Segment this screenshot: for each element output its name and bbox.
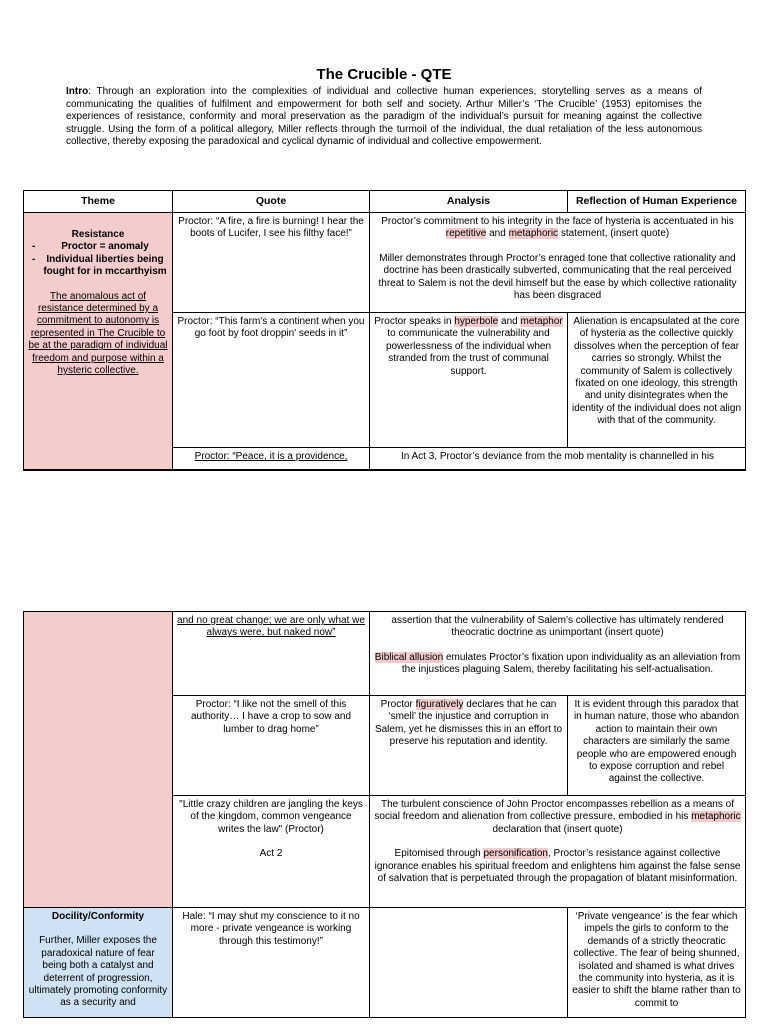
table-row	[24, 612, 746, 696]
table-row	[24, 908, 746, 1018]
theme-bullets	[28, 241, 168, 278]
intro-label: Intro	[66, 86, 89, 97]
highlighted-term: figuratively	[415, 699, 464, 710]
analysis-cell	[370, 612, 746, 696]
theme-cell-resistance	[24, 213, 173, 470]
theme-bullet: - Proctor = anomaly	[28, 241, 168, 253]
quote-cell: Proctor: “I like not the smell of this authority… I have a crop to sow and lumber to drag home”	[173, 696, 370, 796]
header-quote: Quote	[173, 191, 370, 213]
analysis-paragraph: assertion that the vulnerability of Salem’s collective has ultimately rendered theocratic doctrine as unimportant (insert quote)	[391, 615, 724, 639]
header-analysis: Analysis	[370, 191, 568, 213]
reflection-cell: ‘Private vengeance’ is the fear which impels the girls to conform to the demands of a strictly theocratic collective. The fear of being shunned, isolated and shamed is what drives the community into hysteria, as it is easier to shift the blame rather than to commit to	[568, 908, 746, 1018]
highlighted-term: metaphoric	[691, 811, 741, 823]
quote-cell: and no great change; we are only what we always were, but naked now”	[173, 612, 370, 696]
theme-cell-resistance-continued	[24, 612, 173, 908]
analysis-cell: Proctor figuratively declares that he can ‘smell’ the injustice and corruption in Salem, yet he dismisses this in an effort to preserve his reputation and identity.	[370, 696, 568, 796]
quote-cell: Proctor: “Peace, it is a providence,	[173, 448, 370, 470]
analysis-paragraph: Miller demonstrates through Proctor’s enraged tone that collective rationality and doctrine has been drastically subverted, communicating that the real perceived threat to Salem is not the devil himself but the ease by which collective rationality has been disgraced	[378, 252, 737, 302]
header-reflection: Reflection of Human Experience	[568, 191, 746, 213]
theme-title-docility: Docility/Conformity	[51, 911, 145, 922]
highlighted-term: repetitive	[445, 228, 487, 240]
reflection-cell: It is evident through this paradox that in human nature, those who abandon action to maintain their own characters are similarly the same people who are empowered enough to expose corruption and rebel against the collective.	[568, 696, 746, 796]
analysis-paragraph: Proctor’s commitment to his integrity in the face of hysteria is accentuated in his repetitive and metaphoric statement, (insert quote)	[381, 216, 734, 240]
analysis-paragraph: Biblical allusion emulates Proctor’s fixation upon individuality as an alleviation from the injustices plaguing Salem, thereby facilitating his self-actualisation.	[374, 651, 741, 676]
theme-cell-docility	[24, 908, 173, 1018]
theme-title-resistance: Resistance	[71, 229, 125, 240]
header-theme: Theme	[24, 191, 173, 213]
qte-table-page-2	[23, 611, 746, 1018]
highlighted-term: Biblical allusion	[374, 651, 444, 663]
highlighted-term: metaphor	[520, 316, 563, 327]
analysis-cell: Proctor speaks in hyperbole and metaphor to communicate the vulnerability and powerlessness of the individual when stranded from the trust of communal support.	[370, 313, 568, 448]
intro-paragraph	[66, 86, 702, 149]
quote-cell: "Little crazy children are jangling the keys of the kingdom, common vengeance writes the law" (Proctor) Act 2	[173, 796, 370, 908]
highlighted-term: hyperbole	[454, 316, 499, 327]
table-row	[24, 213, 746, 313]
page-title: The Crucible - QTE	[316, 66, 452, 83]
quote-cell: Hale: “I may shut my conscience to it no more - private vengeance is working through this testimony!”	[173, 908, 370, 1018]
quote-cell: Proctor: “This farm's a continent when you go foot by foot droppin' seeds in it”	[173, 313, 370, 448]
analysis-cell	[370, 908, 568, 1018]
quote-cell: Proctor: “A fire, a fire is burning! I hear the boots of Lucifer, I see his filthy face!”	[173, 213, 370, 313]
header-row	[24, 191, 746, 213]
analysis-cell	[370, 796, 746, 908]
analysis-cell	[370, 213, 746, 313]
analysis-cell: In Act 3, Proctor’s deviance from the mob mentality is channelled in his	[370, 448, 746, 470]
analysis-paragraph: Epitomised through personification, Proctor’s resistance against collective ignorance enables his spiritual freedom and enlightens him against the false sense of salvation that is perpetuated through the propagation of blatant misinformation.	[374, 848, 741, 885]
highlighted-term: metaphoric	[508, 228, 559, 240]
theme-description: The anomalous act of resistance determined by a commitment to autonomy is represented in The Crucible to be at the paradigm of individual freedom and purpose within a hysteric collective.	[28, 290, 168, 377]
highlighted-term: personification	[483, 848, 548, 860]
intro-text: : Through an exploration into the complexities of individual and collective human experiences, storytelling serves as a means of communicating the qualities of fulfilment and empowerment for both self and society. Arthur Miller’s ‘The Crucible’ (1953) epitomises the experiences of resistance, conformity and moral preservation as the paradigm of the individual’s pursuit for meaning against the collective struggle. Using the form of a political allegory, Miller reflects through the turmoil of the individual, the dual retaliation of the less autonomous collective, thereby exposing the paradoxical and cyclical dynamic of individual and collective empowerment.	[66, 86, 702, 148]
analysis-paragraph: The turbulent conscience of John Proctor encompasses rebellion as a means of social freedom and alienation from collective pressure, embodied in his metaphoric declaration that (insert quote)	[374, 799, 741, 835]
theme-bullet: - Individual liberties being fought for in mccarthyism	[28, 254, 168, 279]
reflection-cell: Alienation is encapsulated at the core of hysteria as the collective quickly dissolves when the perception of fear carries so strongly. Whilst the community of Salem is collectively fixated on one ideology, this strength and unity disintegrates when the identity of the individual does not align with that of the community.	[568, 313, 746, 448]
qte-table-page-1	[23, 190, 746, 471]
act-label: Act 2	[259, 848, 283, 860]
theme-description: Further, Miller exposes the paradoxical nature of fear being both a catalyst and deterrent of progression, ultimately promoting conformity as a security and	[28, 935, 168, 1009]
